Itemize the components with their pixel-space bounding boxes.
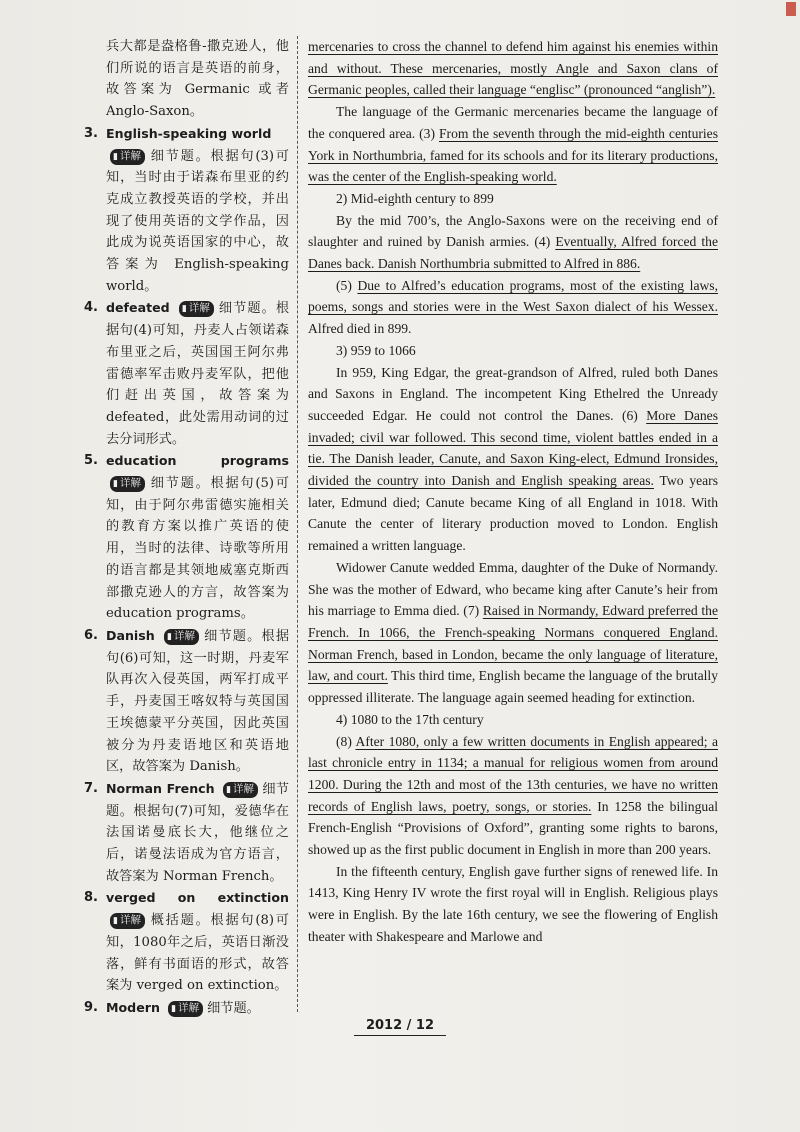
item-answer: English-speaking world [106,125,272,141]
answer-item-5 [84,450,289,625]
detail-badge [110,913,145,929]
underlined-text: From the seventh through the mid-eighth centuries York in Northumbria, famed for its schools and for its literary productions, was the center of the English-speaking world. [308,125,718,185]
text: Two years later, Edmund died; Canute became King of all England in 1018. With Canute the center of literary production moved to London. English remained a written language. [308,473,719,554]
detail-badge [164,629,199,645]
text: This third time, English became the language of the brutally oppressed illiterate. The language again seemed heading for extinction. [308,668,718,706]
underlined-text: mercenaries to cross the channel to defend him against his enemies within and without. These mercenaries, mostly Angle and Saxon clans of Germanic peoples, called their language “englisc” (pronounced “anglish”). [308,39,718,98]
paragraph-5 [308,362,718,557]
item-answer: Danish [106,627,155,643]
item-kind: 细节题。 [106,781,289,819]
underlined-text: Eventually, Alfred forced the Danes back. Danish Northumbria submitted to Alfred in 886. [308,234,718,272]
detail-badge [223,782,258,798]
item-explanation: 根据句(7)可知，爱德华在法国诺曼底长大，他继位之后，诺曼法语成为官方语言，故答案为 Norman French。 [106,803,289,884]
item-answer: education programs [106,453,289,469]
item-number: 3. [84,125,98,141]
item-explanation: 根据句(5)可知，由于阿尔弗雷德实施相关的教育方案以推广英语的使用，当时的法律、诗歌等所用的语言都是其领地威塞克斯西部撒克逊人的方言，故答案为 education programs。 [106,476,289,622]
item-number: 4. [84,300,98,316]
item-number: 5. [84,453,98,469]
section-heading-2: 2) Mid-eighth century to 899 [336,190,494,206]
book-icon: ▮ [167,631,172,642]
reading-passage-column [308,36,718,948]
answer-item-8 [84,887,289,997]
item-kind: 细节题。 [217,301,276,317]
text: Widower Canute wedded Emma, daughter of the Duke of Normandy. She was the mother of Edward, who became king after Canute’s heir from his marriage to Emma died. (7) [308,559,718,619]
badge-label: 详解 [119,914,141,927]
badge-label: 详解 [233,782,255,795]
book-icon: ▮ [113,916,118,927]
underlined-text: Raised in Normandy, Edward preferred the French. In 1066, the French-speaking Normans conquered England. Norman French, based in London, became the only language of literature, law, and court. [308,603,718,684]
paragraph-1 [308,36,718,101]
underlined-text: After 1080, only a few written documents in English appeared; a last chronicle entry in 1134; a manual for religious women from around 1200. During the 12th and most of the 13th centuries, we have no written records of English laws, poetry, songs, or stories. [308,733,719,814]
item-answer: defeated [106,300,170,316]
detail-badge [110,476,145,492]
text: By the mid 700’s, the Anglo-Saxons were on the receiving end of slaughter and ruined by Danish armies. (4) [308,212,718,250]
item-answer: Modern [106,999,160,1015]
item-kind: 细节题。 [203,628,262,644]
item-kind: 细节题。 [148,476,211,492]
text: The language of the Germanic mercenaries became the language of the conquered area. (3) [308,104,718,141]
answer-item-6 [84,625,289,778]
item-number: 6. [84,627,98,643]
answer-item-3 [84,123,289,298]
text: Alfred died in 899. [308,321,412,337]
detail-badge [110,149,145,165]
text: (8) [336,733,356,749]
item-kind: 细节题。 [148,148,211,164]
item-number: 8. [84,890,98,906]
detail-badge [168,1001,203,1017]
page-number: 2012 / 12 [354,1018,446,1036]
paragraph-7 [308,731,718,861]
item-explanation: 根据句(8)可知，1080年之后，英语日渐没落，鲜有书面语的形式，故答案为 verged on extinction。 [106,913,289,994]
text: In 959, King Edgar, the great-grandson of Alfred, ruled both Danes and Saxons in England. The incompetent King Ethelred the Unready succeeded Edgar. He could not control the Danes. (6) [308,364,718,423]
paragraph-8: In the fifteenth century, English gave further signs of renewed life. In 1413, King Henry IV wrote the first royal will in English. Religious plays were in English. By the late 16th century, we see the flowering of English theater with Shakespeare and Marlowe and [308,863,718,944]
answer-item-4 [84,297,289,450]
item-answer: verged on extinction [106,890,289,906]
item-number: 7. [84,780,98,796]
badge-label: 详解 [178,1001,200,1014]
answer-item-9 [84,997,289,1020]
badge-label: 详解 [188,302,210,315]
book-icon: ▮ [226,784,232,795]
paragraph-4 [308,275,718,340]
corner-mark [786,2,796,16]
page-number-footer [0,1018,800,1033]
underlined-text: Due to Alfred’s education programs, most of the existing laws, poems, songs and stories were in the West Saxon dialect of his Wessex. [308,277,718,315]
book-icon: ▮ [171,1003,177,1014]
badge-label: 详解 [119,477,141,490]
answer-key-column [84,36,289,1020]
item-explanation: 根据句(4)可知，丹麦人占领诺森布里亚之后，英国国王阿尔弗雷德率军击败丹麦军队，把他们赶出英国，故答案为 defeated，此处需用动词的过去分词形式。 [106,301,289,447]
item-answer: Norman French [106,780,215,796]
book-icon: ▮ [181,304,187,315]
item-number: 9. [84,999,98,1015]
item-explanation: 根据句(3)可知，当时由于诺森布里亚的约克成立教授英语的学校，并出现了使用英语的文学作品，因此成为说英语国家的中心，故答案为 English-speaking world。 [106,148,289,294]
badge-label: 详解 [174,629,195,642]
paragraph-3 [308,210,718,275]
item-kind: 细节题。 [207,1000,260,1016]
item-explanation: 根据句(6)可知，这一时期，丹麦军队再次入侵英国，两军打成平手，丹麦国王喀奴特与英国国王埃德蒙平分英国，因此英国被分为丹麦语地区和英语地区，故答案为 Danish。 [106,628,290,775]
text: In 1258 the bilingual French-English “Provisions of Oxford”, granting some rights to barons, showed up as the first public document in English in more than 200 years. [308,798,719,858]
text: (5) [336,277,358,293]
detail-badge [179,301,214,317]
paragraph-6 [308,557,718,709]
item-kind: 概括题。 [148,913,211,929]
book-icon: ▮ [113,479,118,490]
intro-text: 兵大都是盎格鲁-撒克逊人，他们所说的语言是英语的前身，故答案为 Germanic 或者 Anglo-Saxon。 [106,39,289,120]
section-heading-4: 4) 1080 to the 17th century [336,711,484,727]
underlined-text: More Danes invaded; civil war followed. This second time, violent battles ended in a tie. The Danish leader, Canute, and Saxon King-elect, Edmund Ironsides, divided the country into Danish and English speaking areas. [308,407,718,489]
answer-item-7 [84,778,289,888]
paragraph-2 [308,101,718,188]
badge-label: 详解 [119,149,141,162]
column-divider [297,36,298,1012]
book-icon: ▮ [113,151,118,162]
section-heading-3: 3) 959 to 1066 [336,342,416,358]
